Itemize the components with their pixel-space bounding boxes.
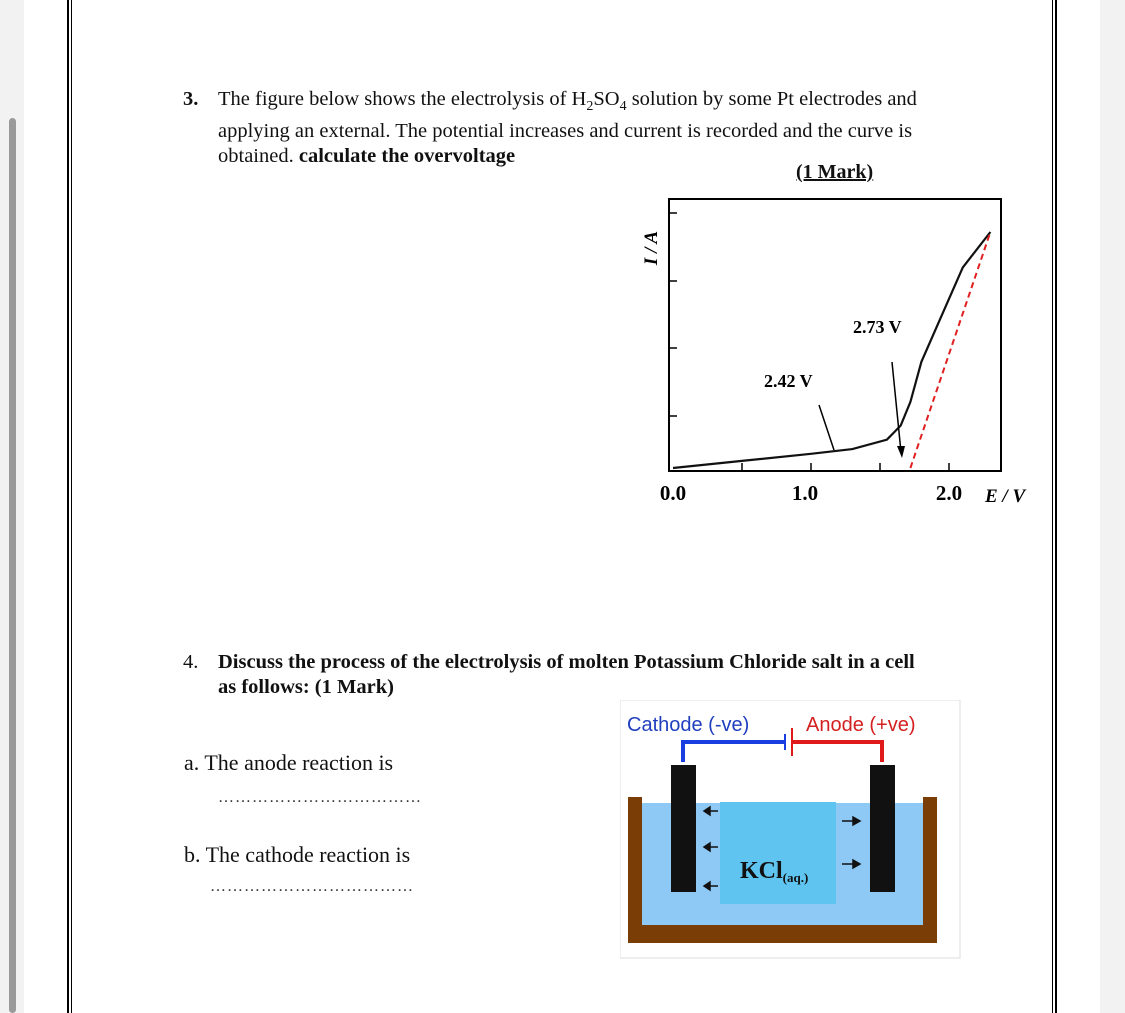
electrolyte-formula: KCl: [740, 858, 783, 884]
q3-text-part: obtained.: [218, 145, 294, 168]
question-3-mark: (1 Mark): [796, 161, 874, 183]
chart-plot-frame: [669, 199, 1001, 471]
q3-text-part: The figure below shows the electrolysis of H: [218, 88, 587, 110]
q3-subscript: 4: [619, 99, 627, 115]
q3-subscript: 2: [586, 99, 594, 115]
q3-instruction: calculate the overvoltage: [298, 145, 516, 168]
part-b-answer-line[interactable]: ………………………………: [210, 878, 414, 895]
x-tick-label-2: 2.0: [935, 481, 963, 505]
central-electrolyte-block: [720, 802, 836, 904]
question-4-line-1: Discuss the process of the electrolysis of molten Potassium Chloride salt in a cell: [218, 651, 915, 673]
annotation-2-73-v-arrow: [892, 362, 901, 452]
question-4-line-2: as follows: (1 Mark): [218, 676, 394, 698]
part-a-prompt: a. The anode reaction is: [184, 750, 394, 775]
anode-label: Anode (+ve): [806, 714, 916, 736]
x-axis-label: E / V: [985, 486, 1026, 507]
electrolyte-state: (aq.): [782, 870, 809, 885]
part-b-prompt: b. The cathode reaction is: [184, 842, 411, 867]
x-ticks: [742, 463, 949, 471]
annotation-2-42-v: 2.42 V: [764, 371, 813, 391]
vessel-bottom: [628, 925, 937, 943]
question-3-number: 3.: [183, 88, 199, 110]
anode-electrode: [870, 765, 895, 892]
part-a-answer-line[interactable]: ………………………………: [218, 789, 422, 806]
vessel-wall-right: [923, 797, 937, 943]
electrolysis-cell-diagram: [620, 700, 965, 965]
q3-text-part: solution by some Pt electrodes and: [626, 88, 917, 110]
series-tangent-line: [910, 232, 990, 468]
y-axis-label: I / A: [641, 230, 662, 266]
question-4-number: 4.: [183, 651, 199, 673]
annotation-2-73-v: 2.73 V: [853, 317, 902, 337]
q3-text-part: SO: [593, 88, 620, 110]
vessel-wall-left: [628, 797, 642, 943]
x-tick-label-1: 1.0: [791, 481, 819, 505]
x-tick-label-0: 0.0: [659, 481, 687, 505]
question-4-text: [218, 650, 978, 700]
cathode-electrode: [671, 765, 696, 892]
y-ticks: [669, 213, 677, 416]
cathode-label: Cathode (-ve): [627, 714, 750, 736]
series-current-curve: [673, 232, 990, 468]
question-3-line-2: applying an external. The potential increases and current is recorded and the curve is: [218, 120, 913, 143]
annotation-2-42-v-arrow: [819, 405, 834, 450]
annotation-2-73-v-arrowhead: [897, 446, 905, 458]
